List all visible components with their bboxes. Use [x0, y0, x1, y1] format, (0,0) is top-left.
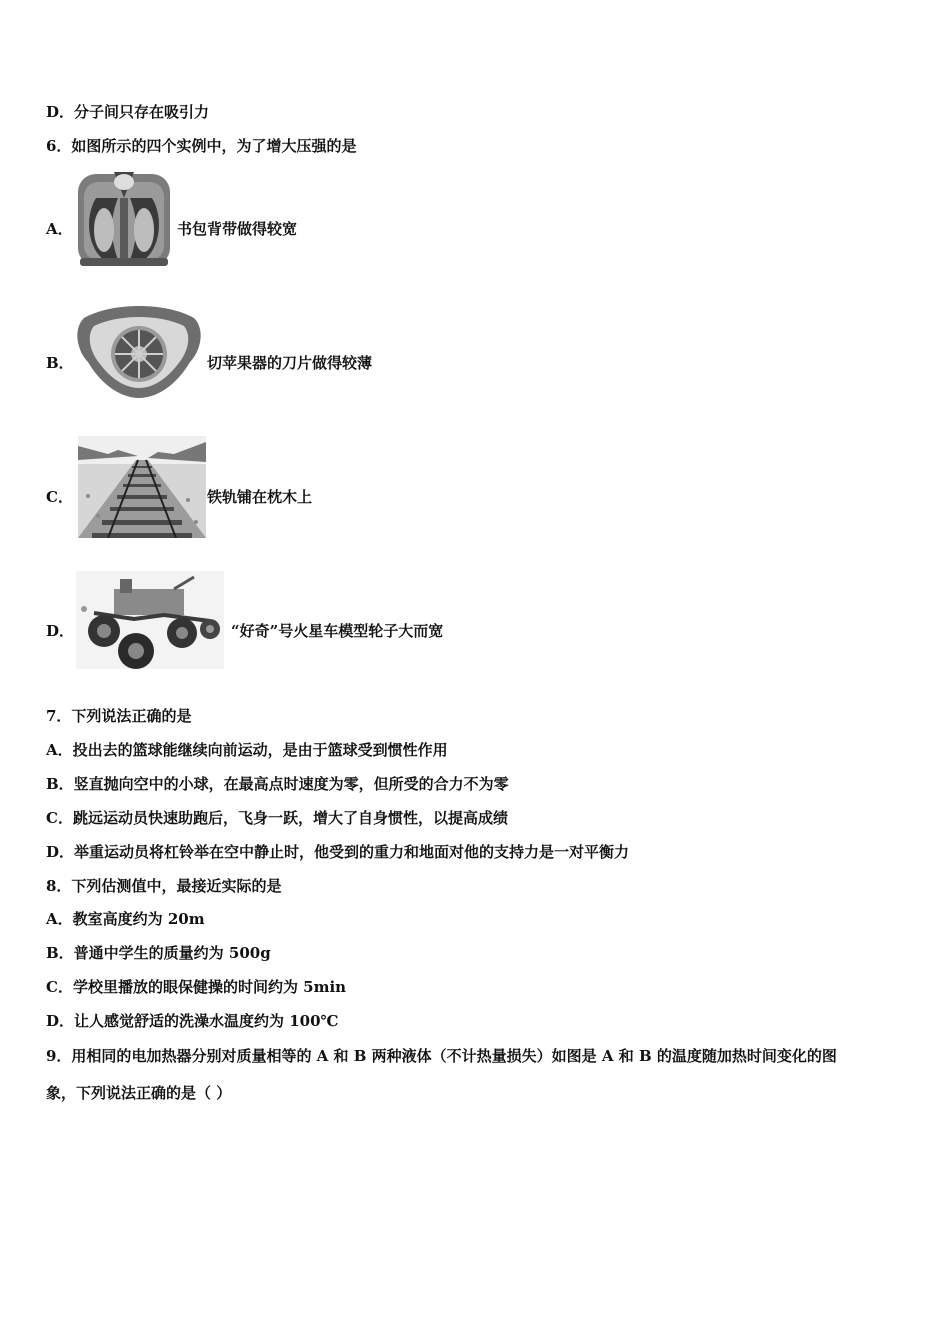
q7-stem: 7．下列说法正确的是	[46, 707, 192, 725]
q6-option-c-text: 铁轨铺在枕木上	[207, 488, 313, 506]
q6-option-d-text: “好奇”号火星车模型轮子大而宽	[231, 622, 444, 640]
q8-stem: 8．下列估测值中，最接近实际的是	[46, 877, 282, 895]
q7-option-b: B．竖直抛向空中的小球，在最高点时速度为零，但所受的合力不为零	[46, 775, 509, 793]
q5-option-d: D．分子间只存在吸引力	[46, 103, 210, 121]
railway-track-photo	[78, 436, 206, 538]
apple-slicer-photo	[72, 304, 206, 400]
q6-option-d-label: D．	[46, 622, 75, 640]
mars-rover-photo	[74, 569, 226, 671]
q7-option-a: A．投出去的篮球能继续向前运动，是由于篮球受到惯性作用	[46, 741, 448, 759]
q6-stem: 6．如图所示的四个实例中，为了增大压强的是	[46, 137, 357, 155]
q9-stem-line-2: 象，下列说法正确的是（ ）	[46, 1084, 232, 1102]
q8-option-b: B．普通中学生的质量约为 500g	[46, 944, 271, 962]
backpack-photo	[74, 168, 174, 270]
q7-option-c: C．跳远运动员快速助跑后，飞身一跃，增大了自身惯性，以提高成绩	[46, 809, 508, 827]
q7-option-d: D．举重运动员将杠铃举在空中静止时，他受到的重力和地面对他的支持力是一对平衡力	[46, 843, 630, 861]
q8-option-c: C．学校里播放的眼保健操的时间约为 5min	[46, 978, 347, 996]
q6-option-a-label: A．	[46, 220, 73, 238]
q8-option-a: A．教室高度约为 20m	[46, 910, 205, 928]
q8-option-d: D．让人感觉舒适的洗澡水温度约为 100℃	[46, 1012, 339, 1030]
q6-option-a-text: 书包背带做得较宽	[177, 220, 298, 238]
q9-stem-line-1: 9．用相同的电加热器分别对质量相等的 A 和 B 两种液体（不计热量损失）如图是 A 和 B 的温度随加热时间变化的图	[46, 1047, 837, 1065]
q6-option-b-label: B．	[46, 354, 74, 372]
q6-option-c-label: C．	[46, 488, 73, 506]
q6-option-b-text: 切苹果器的刀片做得较薄	[207, 354, 373, 372]
